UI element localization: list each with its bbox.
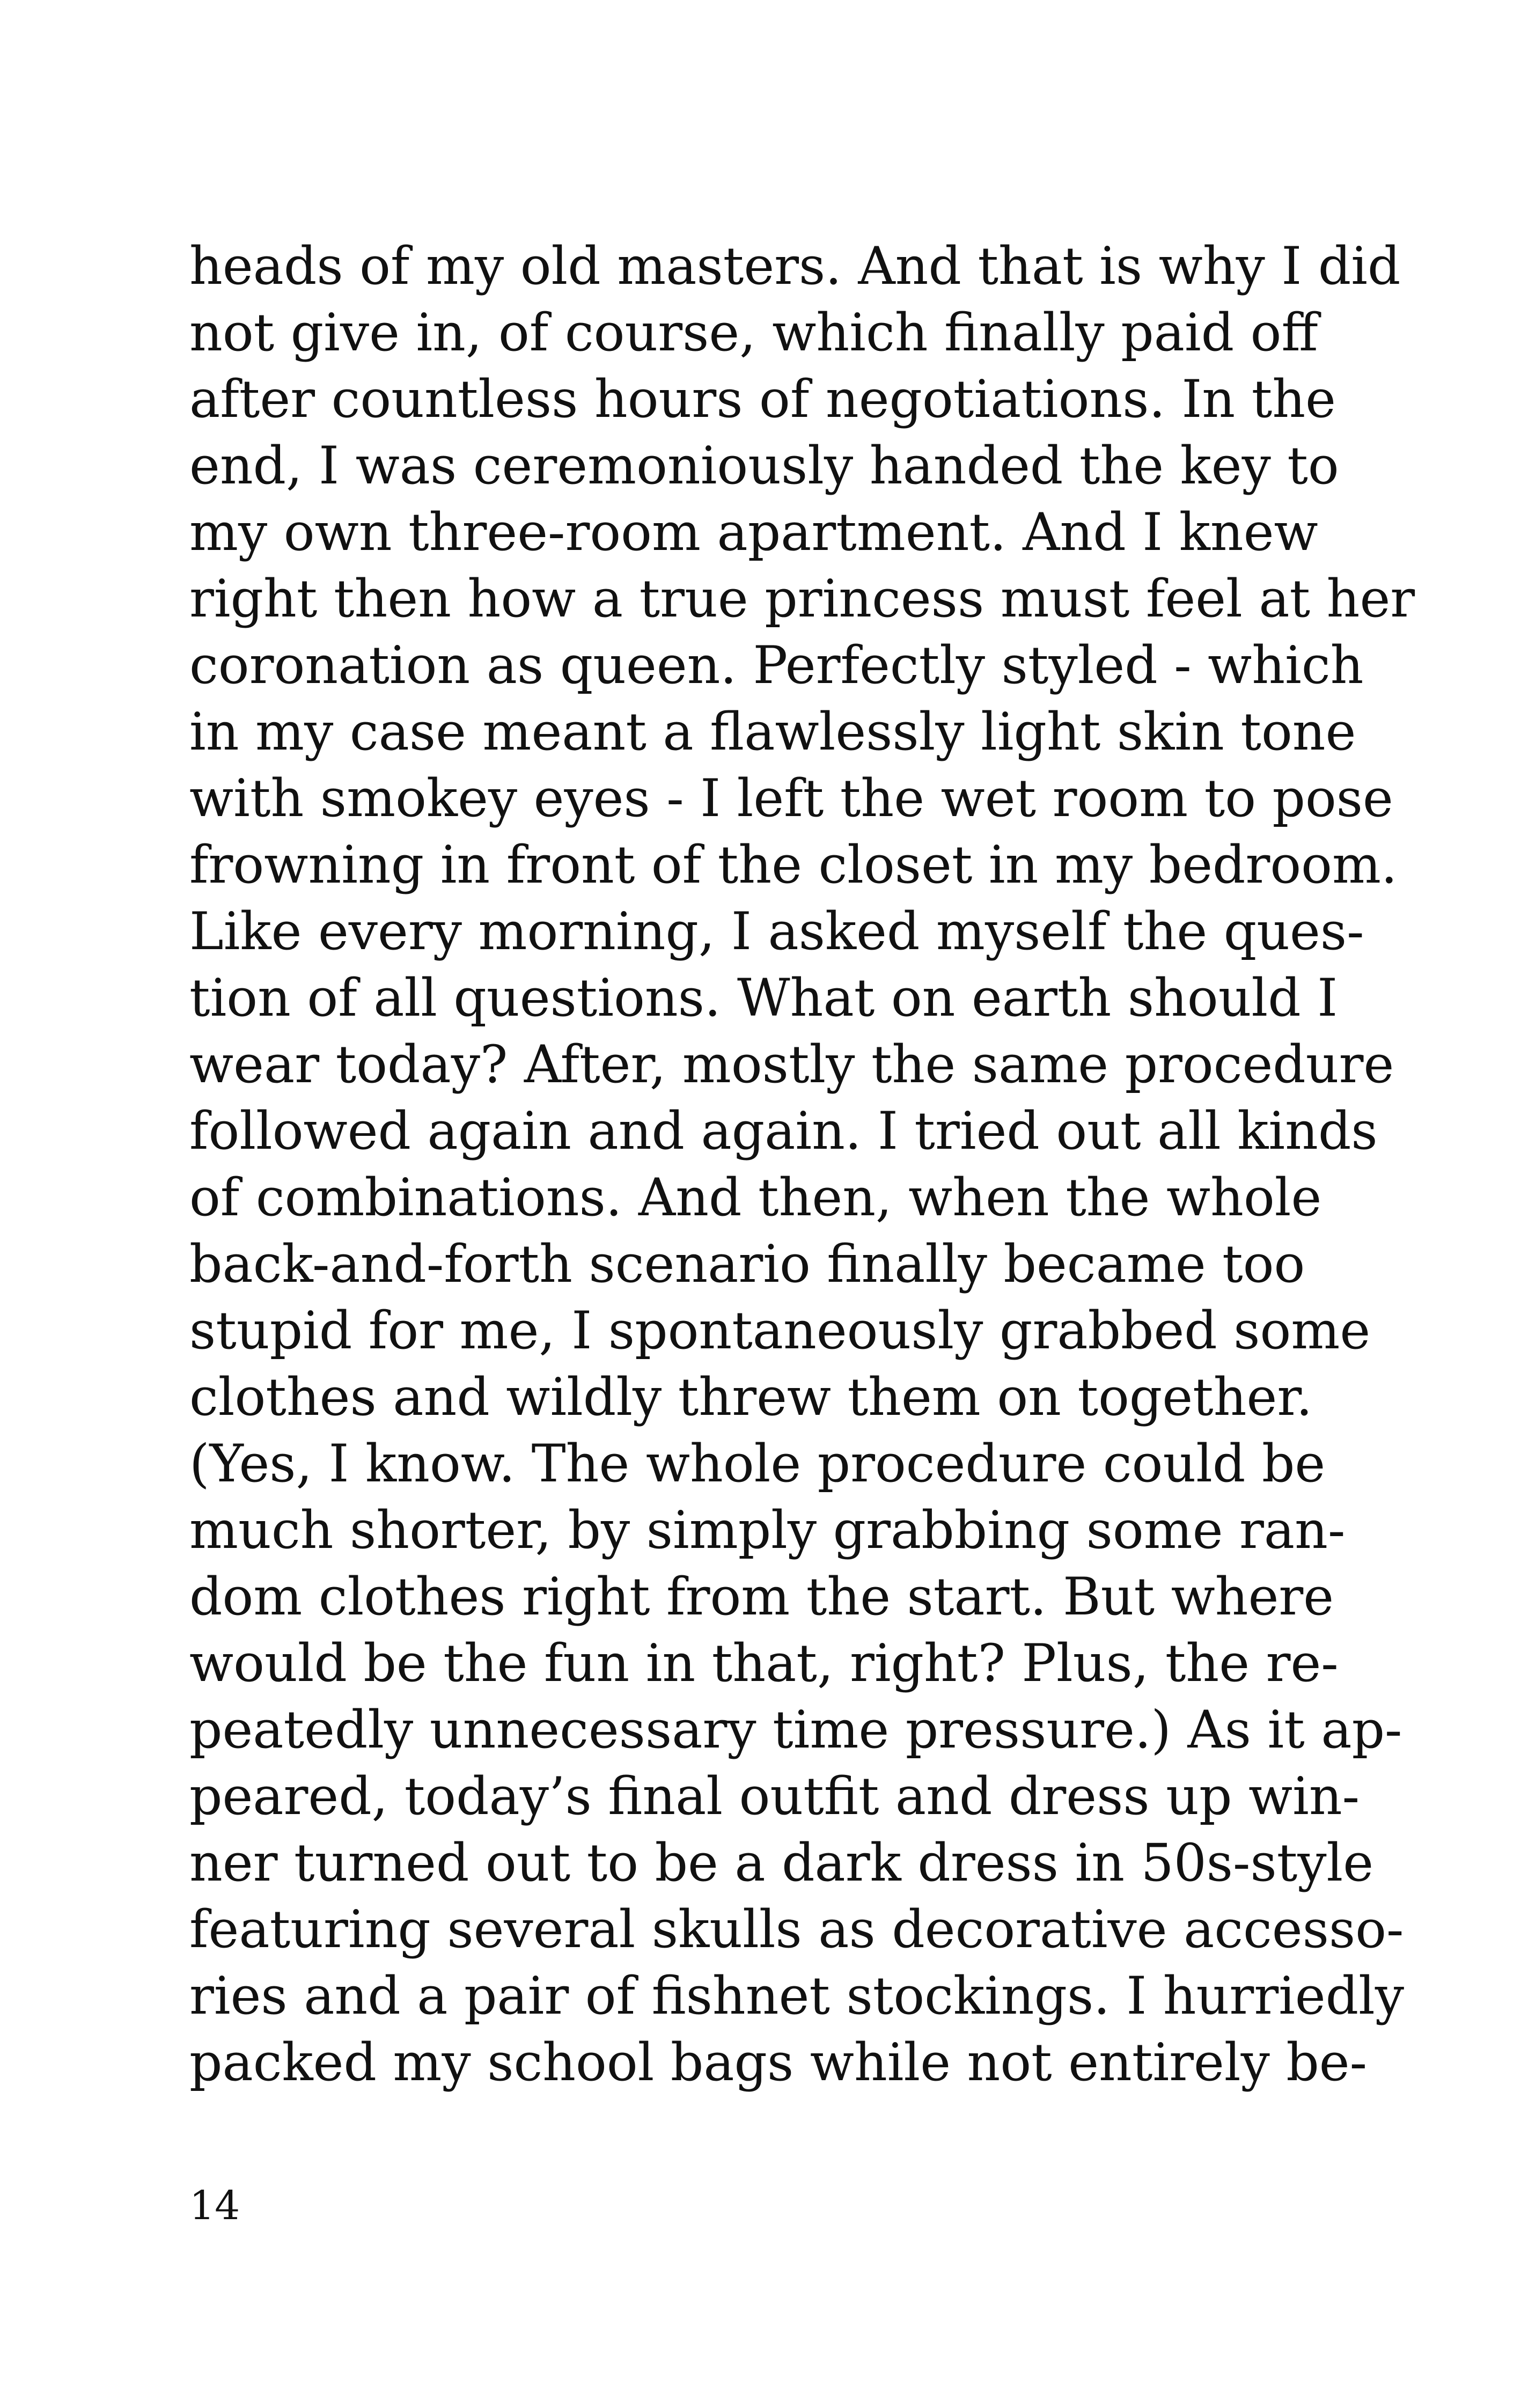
text-line: frowning in front of the closet in my bedroom. xyxy=(189,835,1398,895)
text-line: of combinations. And then, when the whole xyxy=(189,1168,1322,1228)
text-line: coronation as queen. Perfectly styled - which xyxy=(189,635,1364,695)
text-line: dom clothes right from the start. But where xyxy=(189,1567,1334,1627)
text-line: Like every morning, I asked myself the ques- xyxy=(189,901,1364,961)
text-line: clothes and wildly threw them on together. xyxy=(189,1367,1313,1427)
text-line: stupid for me, I spontaneously grabbed some xyxy=(189,1301,1371,1361)
text-line: would be the fun in that, right? Plus, the re- xyxy=(189,1633,1339,1693)
text-line: ries and a pair of fishnet stockings. I hurriedly xyxy=(189,1966,1405,2026)
text-line: much shorter, by simply grabbing some ran- xyxy=(189,1500,1346,1560)
text-line: peared, today’s final outfit and dress up win- xyxy=(189,1766,1360,1826)
body-text xyxy=(189,233,1415,2096)
text-line: wear today? After, mostly the same procedure xyxy=(189,1034,1394,1095)
text-line: after countless hours of negotiations. In the xyxy=(189,369,1336,429)
text-line: featuring several skulls as decorative accesso- xyxy=(189,1899,1404,1959)
text-line: packed my school bags while not entirely be- xyxy=(189,2032,1368,2093)
text-line: end, I was ceremoniously handed the key to xyxy=(189,436,1339,496)
text-line: back-and-forth scenario finally became too xyxy=(189,1234,1305,1294)
text-line: with smokey eyes - I left the wet room to pose xyxy=(189,768,1393,828)
text-line: (Yes, I know. The whole procedure could be xyxy=(189,1434,1326,1494)
text-line: ner turned out to be a dark dress in 50s-style xyxy=(189,1833,1374,1893)
text-line: tion of all questions. What on earth should I xyxy=(189,968,1338,1028)
text-line: right then how a true princess must feel at her xyxy=(189,569,1415,629)
page-number: 14 xyxy=(189,2183,240,2229)
text-line: not give in, of course, which finally paid off xyxy=(189,303,1318,363)
text-line: followed again and again. I tried out all kinds xyxy=(189,1101,1378,1161)
text-line: in my case meant a flawlessly light skin tone xyxy=(189,702,1356,762)
text-line: peatedly unnecessary time pressure.) As it ap- xyxy=(189,1700,1402,1760)
text-line: heads of my old masters. And that is why I did xyxy=(189,236,1401,296)
text-line: my own three-room apartment. And I knew xyxy=(189,502,1318,562)
